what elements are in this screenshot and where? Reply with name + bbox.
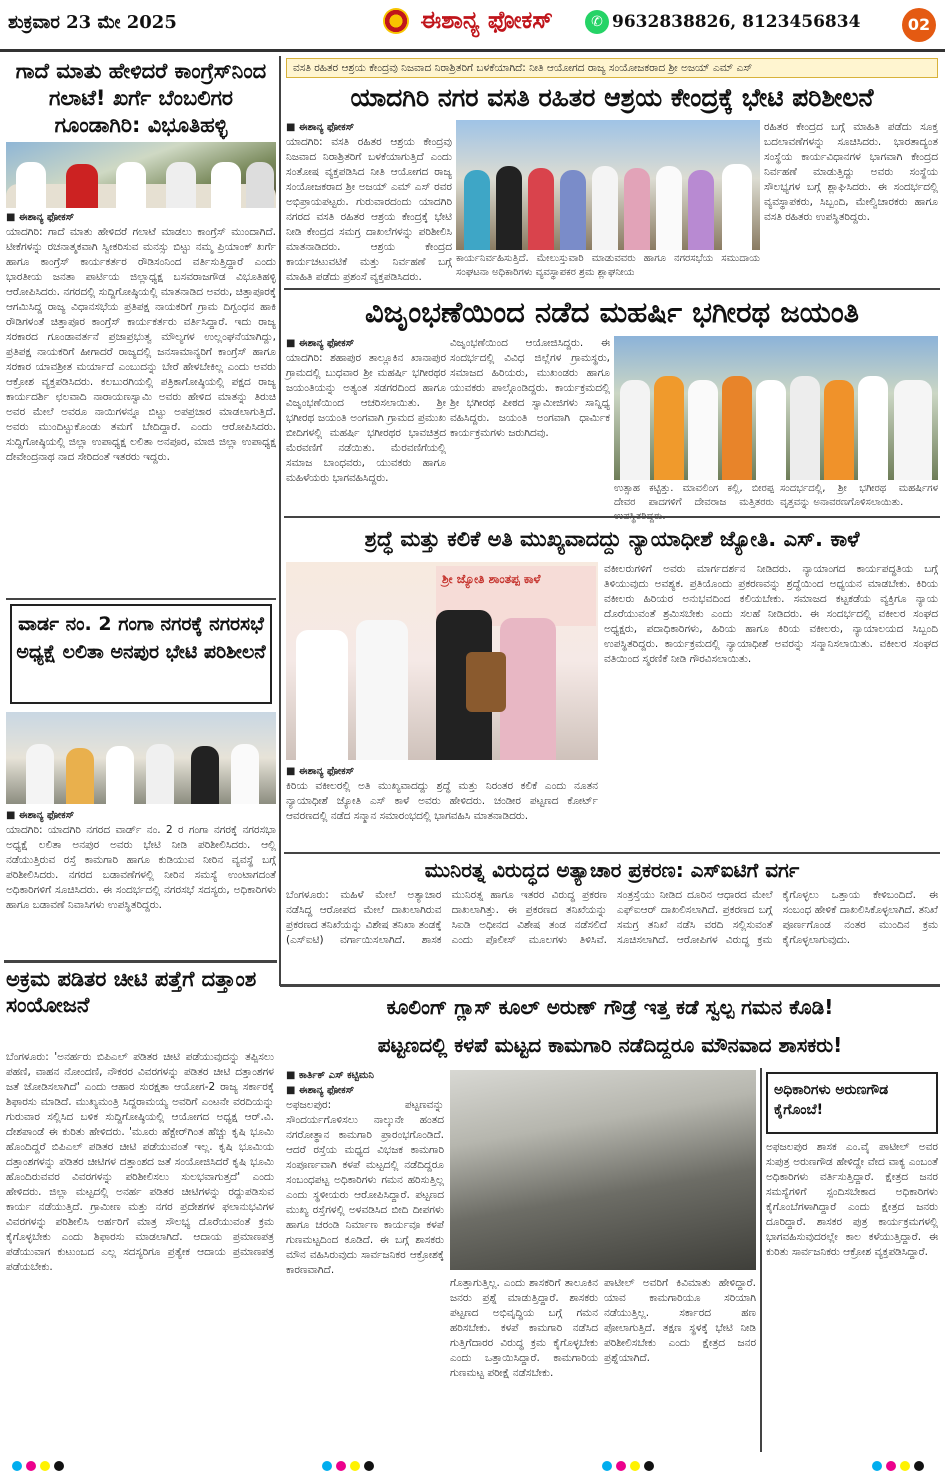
article-body: ಬೆಂಗಳೂರು: 'ಅನರ್ಹರು ಬಿಪಿಎಲ್ ಪಡಿತರ ಚೀಟಿ ಪಡೆಯುವುದನ್ನು ತಪ್ಪಿಸಲು ಪಹಣಿ, ವಾಹನ ನೋಂದಣಿ, ನೌಕರರ ವಿವರಗಳನ್ನು ಪಡಿತರ ಚೀಟಿ ದತ್ತಾಂಶಗಳ ಜತೆ ಜೋಡಿಸಲಾಗಿದೆ' ಎಂದು ಆಹಾರ ಸುರಕ್ಷತಾ ಆಯೋಗ-2 ರಾಜ್ಯ ಸರ್ಕಾರಕ್ಕೆ ಶಿಫಾರಸು ಮಾಡಿದೆ. ಮುಖ್ಯಮಂತ್ರಿ ಸಿದ್ದರಾಮಯ್ಯ ಅವರಿಗೆ ಎಂಟನೇ ವರದಿಯನ್ನು ಗುರುವಾರ ಸಲ್ಲಿಸಿದ ಬಳಿಕ ಸುದ್ದಿಗೋಷ್ಠಿಯಲ್ಲಿ ಆಯೋಗದ ಅಧ್ಯಕ್ಷ ಆರ್.ವಿ. ದೇಶಪಾಂಡೆ ಈ ಕುರಿತು ಹೇಳಿದರು. 'ಮೂರು ಹೆಕ್ಟೇರ್‌ಗಿಂತ ಹೆಚ್ಚು ಕೃಷಿ ಭೂಮಿ ಹೊಂದಿದ್ದರೆ ಬಿಪಿಎಲ್ ಪಡಿತರ ಚೀಟಿ ಪಡೆಯುವಂತೆ ಇಲ್ಲ. ಕೃಷಿ ಭೂಮಿಯ ದತ್ತಾಂಶಗಳನ್ನು ಪಡಿತರ ಚೀಟಿಗಳ ದತ್ತಾಂಶದ ಜತೆ ಸಂಯೋಜಿಸಿದರೆ ಕೃಷಿ ಭೂಮಿ ಹೊಂದಿರುವವರ ವಿವರಗಳನ್ನು ಪರಿಶೀಲಿಸಲು ಸುಲಭವಾಗುತ್ತದೆ' ಎಂದು ಹೇಳಿದರು. ಜಿಲ್ಲಾ ಮಟ್ಟದಲ್ಲಿ ಅನರ್ಹ ಪಡಿತರ ಚೀಟಿಗಳನ್ನು ರದ್ದುಪಡಿಸುವ ಕಾರ್ಯ ನಡೆಯುತ್ತಿದೆ. ಗ್ರಾಮೀಣ ಮತ್ತು ನಗರ ಪ್ರದೇಶಗಳ ಫಲಾನುಭವಿಗಳ ವಿವರಗಳನ್ನು ಪರಿಶೀಲಿಸಿ ಅರ್ಹರಿಗೆ ಮಾತ್ರ ಸೌಲಭ್ಯ ದೊರೆಯುವಂತೆ ಕ್ರಮ ಕೈಗೊಳ್ಳಬೇಕು ಎಂದು ಶಿಫಾರಸು ಮಾಡಲಾಗಿದೆ. ಆದಾಯ ಪ್ರಮಾಣಪತ್ರ ಪಡೆಯುವಾಗ ಕುಟುಂಬದ ಎಲ್ಲ ಸದಸ್ಯರಿಗೂ ಪ್ರತ್ಯೇಕ ಆದಾಯ ಪ್ರಮಾಣಪತ್ರ ಪಡೆಯಬೇಕು.: [6, 1051, 274, 1273]
registration-dots: [10, 1457, 66, 1479]
article-headline: ಮುನಿರತ್ನ ವಿರುದ್ಧದ ಅತ್ಯಾಚಾರ ಪ್ರಕರಣ: ಎಸ್‌ಐಟಿಗೆ ವರ್ಗ: [424, 858, 800, 882]
article-body: [286, 336, 446, 512]
article-text: ಅಫಜಲಪುರ: ಪಟ್ಟಣವನ್ನು ಸೌಂದರ್ಯಗೊಳಿಸಲು ನಾಲ್ಕುನೇ ಹಂತದ ನಗರೋತ್ಥಾನ ಕಾಮಗಾರಿ ಪ್ರಾರಂಭಗೊಂಡಿದೆ. ಆದರೆ ರಸ್ತೆಯ ಮಧ್ಯದ ವಿಭಜಕ ಕಾಮಗಾರಿ ಸಂಪೂರ್ಣವಾಗಿ ಕಳಪೆ ಮಟ್ಟದಲ್ಲಿ ನಡೆದಿದ್ದರೂ ಸಂಬಂಧಪಟ್ಟ ಅಧಿಕಾರಿಗಳು ಗಮನ ಹರಿಸುತ್ತಿಲ್ಲ ಎಂದು ಸ್ಥಳೀಯರು ಆರೋಪಿಸಿದ್ದಾರೆ. ಪಟ್ಟಣದ ಮುಖ್ಯ ರಸ್ತೆಗಳಲ್ಲಿ ಅಳವಡಿಸಿದ ಬೀದಿ ದೀಪಗಳು ಹಾಗೂ ಚರಂಡಿ ನಿರ್ಮಾಣ ಕಾರ್ಯವೂ ಕಳಪೆ ಗುಣಮಟ್ಟದಿಂದ ಕೂಡಿದೆ. ಈ ಬಗ್ಗೆ ಶಾಸಕರು ಮೌನ ವಹಿಸಿರುವುದು ಸಾರ್ವಜನಿಕರ ಆಕ್ರೋಶಕ್ಕೆ ಕಾರಣವಾಗಿದೆ.: [286, 1099, 444, 1276]
masthead: [380, 6, 553, 34]
byline: ■ ಈಶಾನ್ಯ ಫೋಕಸ್: [6, 810, 75, 821]
article-body: ಪಾಟೀಲ್ ಅವರಿಗೆ ಕಿವಿಮಾತು ಹೇಳಿದ್ದಾರೆ. ಯಾವ ಕಾಮಗಾರಿಯೂ ಸರಿಯಾಗಿ ನಡೆಯುತ್ತಿಲ್ಲ. ಸರ್ಕಾರದ ಹಣ ಪೋಲಾಗುತ್ತಿದೆ. ತಕ್ಷಣ ಸ್ಥಳಕ್ಕೆ ಭೇಟಿ ನೀಡಿ ಪರಿಶೀಲಿಸಬೇಕು ಎಂದು ಕ್ಷೇತ್ರದ ಜನರ ಪ್ರಶ್ನೆಯಾಗಿದೆ.: [604, 1277, 756, 1364]
article-text: ಕಿರಿಯ ವಕೀಲರಲ್ಲಿ ಅತಿ ಮುಖ್ಯವಾದದ್ದು ಶ್ರದ್ಧೆ ಮತ್ತು ನಿರಂತರ ಕಲಿಕೆ ಎಂದು ನೂತನ ನ್ಯಾಯಾಧೀಶೆ ಜ್ಯೋತಿ ಎಸ್ ಕಾಳೆ ಅವರು ಹೇಳಿದರು. ಚಂಡೀರ ಪಟ್ಟಣದ ಕೋರ್ಟ್ ಆವರಣದಲ್ಲಿ ನಡೆದ ಸನ್ಮಾನ ಸಮಾರಂಭದಲ್ಲಿ ಭಾಗವಹಿಸಿ ಮಾತನಾಡಿದರು.: [286, 780, 598, 822]
article-headline: ವಿಜೃಂಭಣೆಯಿಂದ ನಡೆದ ಮಹರ್ಷಿ ಭಗೀರಥ ಜಯಂತಿ: [364, 295, 860, 329]
section-divider: [6, 598, 276, 600]
section-divider: [4, 960, 277, 963]
section-divider: [284, 852, 940, 854]
article-text: ಯಾದಗಿರಿ: ಗಾದೆ ಮಾತು ಹೇಳಿದರೆ ಗಲಾಟೆ ಮಾಡಲು ಕಾಂಗ್ರೆಸ್ ಮುಂದಾಗಿದೆ. ಟೀಕೆಗಳನ್ನು ರಚನಾತ್ಮಕವಾಗಿ ಸ್ವೀಕರಿಸುವ ಮನಸ್ಸು ಬಿಟ್ಟು ನಮ್ಮ ಪ್ರಿಯಾಂಕ್ ಖರ್ಗೆ ಹಾಗೂ ಕಾಂಗ್ರೆಸ್ ಕಾರ್ಯಕರ್ತರ ರೌಡಿಸಂನಿಂದ ವರ್ತಿಸುತ್ತಿದ್ದಾರೆ ಎಂದು ಭಾರತೀಯ ಜನತಾ ಪಾರ್ಟಿಯ ಜಿಲ್ಲಾಧ್ಯಕ್ಷ ಬಸವರಾಜಗೌಡ ವಿಭೂತಿಹಳ್ಳಿ ಆರೋಪಿಸಿದರು. ನಗರದಲ್ಲಿ ಸುದ್ದಿಗೋಷ್ಠಿಯಲ್ಲಿ ಮಾತನಾಡಿದ ಅವರು, ಚಿತ್ತಾಪೂರಕ್ಕೆ ಆಗಮಿಸಿದ್ದ ರಾಜ್ಯ ವಿಧಾನಸಭೆಯ ಪ್ರತಿಪಕ್ಷ ನಾಯಕರಿಗೆ ಗ್ರಾಮ ದಿಗ್ಬಂಧನ ಹಾಕಿ ರೌಡಿಗಳಂತೆ ಚಿತ್ತಾಪೂರ ಕಾಂಗ್ರೆಸ್ ಕಾರ್ಯಕರ್ತರು ವರ್ತಿಸಿದ್ದಾರೆ. ಇದು ರಾಜ್ಯ ಸರಕಾರದ ಗೂಂಡಾವರ್ತನೆ ಪ್ರಜಾಪ್ರಭುತ್ವ ಮೌಲ್ಯಗಳ ಉಲ್ಲಂಘನೆಯಾಗಿದ್ದು, ಪ್ರತಿಪಕ್ಷ ನಾಯಕರಿಗೆ ಹೀಗಾದರೆ ರಾಜ್ಯದಲ್ಲಿ ಜನಸಾಮಾನ್ಯರಿಗೆ ಕಾಂಗ್ರೆಸ್ ಹಾಗೂ ಸರಕಾರ ಯಾವಶ್ರೀತ ಮರ್ಯಾದೆ ಎಂಬುದನ್ನು ಬೇರೆ ಹೇಳಬೇಕಿಲ್ಲ ಎಂದು ಅವರು ಆಕ್ರೋಶ ವ್ಯಕ್ತಪಡಿಸಿದರು. ಕಲಬುರಗಿಯಲ್ಲಿ ಪತ್ರಿಕಾಗೋಷ್ಠಿಯಲ್ಲಿ ಪಕ್ಷದ ರಾಜ್ಯ ಕಾರ್ಯದರ್ಶಿ ಛಲವಾದಿ ನಾರಾಯಣಸ್ವಾಮಿ ಅವರು ಹೇಳಿದ ಮಾತನ್ನು ತಿರುಚಿ ಅವರ ಮೇಲೆ ಅವರೂ ನಾಯಿಗಳನ್ನೂ ಬಿಟ್ಟು ಅಪಪ್ರಚಾರ ಮಾಡಲಾಗುತ್ತಿದೆ. ಅವರು ಮುಂದಿಟ್ಟುಕೊಂಡು ತಮಗೆ ಬೇದಿದ್ದಾರೆ. ಎಂದು ಆರೋಪಿಸಿದರು. ಸುದ್ದಿಗೋಷ್ಠಿಯಲ್ಲಿ ಜಿಲ್ಲಾ ಉಪಾಧ್ಯಕ್ಷ ಲಲಿತಾ ಅನಪೂರ, ಮಾಜಿ ಜಿಲ್ಲಾ ಉಪಾಧ್ಯಕ್ಷ ದೇವೇಂದ್ರನಾಥ ನಾದ ಸೇರಿದಂತೆ ಇತರರು ಇದ್ದರು.: [6, 226, 276, 463]
article-kicker: ವಸತಿ ರಹಿತರ ಆಶ್ರಯ ಕೇಂದ್ರವು ನಿಜವಾದ ನಿರಾಶ್ರಿತರಿಗೆ ಬಳಕೆಯಾಗಿದೆ: ನೀತಿ ಆಯೋಗದ ರಾಜ್ಯ ಸಂಯೋಜಕರಾದ ಶ್ರೀ ಅಜಯ್ ಎಮ್ ಎಸ್: [286, 58, 938, 78]
registration-dots: [320, 1457, 376, 1479]
article-headline: ಶ್ರದ್ಧೆ ಮತ್ತು ಕಲಿಕೆ ಅತಿ ಮುಖ್ಯವಾದದ್ದು ನ್ಯಾಯಾಧೀಶೆ ಜ್ಯೋತಿ. ಎಸ್. ಕಾಳೆ: [364, 527, 860, 551]
byline: ■ ಈಶಾನ್ಯ ಫೋಕಸ್: [286, 122, 355, 133]
article-photo: [286, 562, 598, 760]
byline: ■ ಈಶಾನ್ಯ ಫೋಕಸ್: [286, 1085, 355, 1096]
article-body: [286, 764, 598, 848]
article-text: ಯಾದಗಿರಿ: ಯಾದಗಿರಿ ನಗರದ ವಾರ್ಡ್ ನಂ. 2 ರ ಗಂಗಾ ನಗರಕ್ಕೆ ನಗರಸಭಾ ಅಧ್ಯಕ್ಷೆ ಲಲಿತಾ ಅನಪುರ ಅವರು ಭೇಟಿ ನೀಡಿ ಪರಿಶೀಲಿಸಿದರು. ಆಲ್ಲಿ ನಡೆಯುತ್ತಿರುವ ರಸ್ತೆ ಕಾಮಗಾರಿ ಹಾಗೂ ಕುಡಿಯುವ ನೀರಿನ ವ್ಯವಸ್ಥೆ ಬಗ್ಗೆ ಪರಿಶೀಲಿಸಿದರು. ನಗರದ ಬಡಾವಣೆಗಳಲ್ಲಿ ನೀರಿನ ಸಮಸ್ಯೆ ಉಂಟಾಗದಂತೆ ಅಧಿಕಾರಿಗಳಿಗೆ ಸೂಚಿಸಿದರು. ಈ ಸಂದರ್ಭದಲ್ಲಿ ನಗರಸಭೆ ಸದಸ್ಯರು, ಅಧಿಕಾರಿಗಳು ಹಾಗೂ ಬಡಾವಣೆ ನಿವಾಸಿಗಳು ಉಪಸ್ಥಿತರಿದ್ದರು.: [6, 824, 276, 911]
event-banner: ಶ್ರೀ ಜ್ಯೋತಿ ಶಾಂತಪ್ಪ ಕಾಳೆ: [436, 566, 596, 626]
section-divider: [280, 984, 940, 987]
byline: ■ ಈಶಾನ್ಯ ಫೋಕಸ್: [286, 338, 355, 349]
article-headline: ಕೂಲಿಂಗ್ ಗ್ಲಾಸ್ ಕೂಲ್ ಅರುಣ್ ಗೌಡ್ರೆ ಇತ್ತ ಕಡೆ ಸ್ವಲ್ಪ ಗಮನ ಕೊಡಿ!: [386, 995, 834, 1019]
article-body: ಬೆಂಗಳೂರು: ಮಹಿಳೆ ಮೇಲೆ ಅತ್ಯಾಚಾರ ನಡೆಸಿದ್ದ ಆರೋಪದ ಮೇಲೆ ದಾಖಲಾಗಿರುವ ಪ್ರಕರಣದ ತನಿಖೆಯನ್ನು ವಿಶೇಷ ತನಿಖಾ ತಂಡಕ್ಕೆ (ಎಸ್‌ಐಟಿ) ವರ್ಗಾಯಿಸಲಾಗಿದೆ. ಶಾಸಕ ಮುನಿರತ್ನ ಹಾಗೂ ಇತರರ ವಿರುದ್ಧ ಪ್ರಕರಣ ದಾಖಲಾಗಿತ್ತು. ಈ ಪ್ರಕರಣದ ತನಿಖೆಯನ್ನು ಸಿಐಡಿ ಅಧೀನದ ವಿಶೇಷ ತಂಡ ನಡೆಸಲಿದೆ ಎಂದು ಪೊಲೀಸ್ ಮೂಲಗಳು ತಿಳಿಸಿವೆ. ಸಂತ್ರಸ್ತೆಯು ನೀಡಿದ ದೂರಿನ ಆಧಾರದ ಮೇಲೆ ಎಫ್‌ಐಆರ್ ದಾಖಲಿಸಲಾಗಿದೆ. ಪ್ರಕರಣದ ಬಗ್ಗೆ ಸಮಗ್ರ ತನಿಖೆ ನಡೆಸಿ ವರದಿ ಸಲ್ಲಿಸುವಂತೆ ಸೂಚಿಸಲಾಗಿದೆ. ಆರೋಪಿಗಳ ವಿರುದ್ಧ ಕ್ರಮ ಕೈಗೊಳ್ಳಲು ಒತ್ತಾಯ ಕೇಳಿಬಂದಿದೆ. ಈ ಸಂಬಂಧ ಹೇಳಿಕೆ ದಾಖಲಿಸಿಕೊಳ್ಳಲಾಗಿದೆ. ತನಿಖೆ ಪೂರ್ಣಗೊಂಡ ನಂತರ ಮುಂದಿನ ಕ್ರಮ ಕೈಗೊಳ್ಳಲಾಗುವುದು.: [286, 889, 938, 946]
whatsapp-icon: ✆: [585, 10, 609, 34]
column-divider: [760, 1068, 762, 1452]
photo-caption: ಸಂದರ್ಭದಲ್ಲಿ, ಶ್ರೀ ಭಗೀರಥ ಮಹರ್ಷಿಗಳ ವೃತ್ತವನ್ನು ಅನಾವರಣಗೊಳಿಸಲಾಯಿತು.: [780, 483, 938, 508]
article-photo: [450, 1070, 756, 1270]
masthead-logo-icon: [383, 8, 409, 34]
print-registration-strip: [0, 1457, 945, 1475]
article-body: [286, 1068, 444, 1452]
article-photo: [614, 336, 938, 480]
article-headline: ಗಾದೆ ಮಾತು ಹೇಳಿದರೆ ಕಾಂಗ್ರೆಸ್‌ನಿಂದ ಗಲಾಟೆ! ಖರ್ಗೆ ಬೆಂಬಲಿಗರ ಗೂಂಡಾಗಿರಿ: ವಿಭೂತಿಹಳ್ಳಿ: [15, 59, 267, 137]
article-body: ವಿಜೃಂಭಣೆಯಿಂದ ಆಯೋಜಿಸಿದ್ದರು. ಈ ಸಂದರ್ಭದಲ್ಲಿ ವಿವಿಧ ಜಿಲ್ಲೆಗಳ ಗ್ರಾಮಸ್ಥರು, ಸಮಾಜದ ಹಿರಿಯರು, ಮುಖಂಡರು ಹಾಗೂ ಯುವಕರು ಪಾಲ್ಗೊಂಡಿದ್ದರು. ಕಾರ್ಯಕ್ರಮದಲ್ಲಿ ಶ್ರೀ ಭಗೀರಥ ಪೀಠದ ಸ್ವಾಮೀಜಿಗಳು ಸಾನ್ನಿಧ್ಯ ವಹಿಸಿದ್ದರು. ಜಯಂತಿ ಅಂಗವಾಗಿ ಧಾರ್ಮಿಕ ಕಾರ್ಯಕ್ರಮಗಳು ಜರುಗಿದವು.: [450, 337, 610, 439]
issue-date: ಶುಕ್ರವಾರ 23 ಮೇ 2025: [8, 12, 177, 33]
article-body: [6, 210, 276, 595]
page-number: 02: [902, 8, 936, 42]
article-headline: ವಾರ್ಡ ನಂ. 2 ಗಂಗಾ ನಗರಕ್ಕೆ ನಗರಸಭೆ ಅಧ್ಯಕ್ಷೆ ಲಲಿತಾ ಅನಪುರ ಭೇಟಿ ಪರಿಶೀಲನೆ: [10, 604, 272, 704]
article-body: ವಕೀಲರುಗಳಿಗೆ ಅವರು ಮಾರ್ಗದರ್ಶನ ನೀಡಿದರು. ನ್ಯಾಯಾಂಗದ ಕಾರ್ಯಪದ್ಧತಿಯ ಬಗ್ಗೆ ತಿಳಿಯುವುದು ಅವಶ್ಯಕ. ಪ್ರತಿಯೊಂದು ಪ್ರಕರಣವನ್ನು ಶ್ರದ್ಧೆಯಿಂದ ಅಧ್ಯಯನ ಮಾಡಬೇಕು. ಕಿರಿಯ ವಕೀಲರು ಹಿರಿಯರ ಅನುಭವದಿಂದ ಕಲಿಯಬೇಕು. ಸಮಾಜದ ಕಟ್ಟಕಡೆಯ ವ್ಯಕ್ತಿಗೂ ನ್ಯಾಯ ದೊರೆಯುವಂತೆ ಶ್ರಮಿಸಬೇಕು ಎಂದು ಸಲಹೆ ನೀಡಿದರು. ಈ ಸಂದರ್ಭದಲ್ಲಿ ವಕೀಲರ ಸಂಘದ ಅಧ್ಯಕ್ಷರು, ಪದಾಧಿಕಾರಿಗಳು, ಹಿರಿಯ ಹಾಗೂ ಕಿರಿಯ ವಕೀಲರು, ನ್ಯಾಯಾಲಯದ ಸಿಬ್ಬಂದಿ ಉಪಸ್ಥಿತರಿದ್ದರು. ಕಾರ್ಯಕ್ರಮದಲ್ಲಿ ನ್ಯಾಯಾಧೀಶೆ ಅವರನ್ನು ಸನ್ಮಾನಿಸಲಾಯಿತು. ವಕೀಲರ ಸಂಘದ ವತಿಯಿಂದ ಸ್ಮರಣಿಕೆ ನೀಡಿ ಗೌರವಿಸಲಾಯಿತು.: [604, 563, 938, 665]
article-body: ಗೊತ್ತಾಗುತ್ತಿಲ್ಲ. ಎಂದು ಶಾಸಕರಿಗೆ ತಾಲೂಕಿನ ಜನರು ಪ್ರಶ್ನೆ ಮಾಡುತ್ತಿದ್ದಾರೆ. ಶಾಸಕರು ಪಟ್ಟಣದ ಅಭಿವೃದ್ಧಿಯ ಬಗ್ಗೆ ಗಮನ ಹರಿಸಬೇಕು. ಕಳಪೆ ಕಾಮಗಾರಿ ನಡೆಸಿದ ಗುತ್ತಿಗೆದಾರರ ವಿರುದ್ಧ ಕ್ರಮ ಕೈಗೊಳ್ಳಬೇಕು ಎಂದು ಒತ್ತಾಯಿಸಿದ್ದಾರೆ. ಕಾಮಗಾರಿಯ ಗುಣಮಟ್ಟ ಪರೀಕ್ಷೆ ನಡೆಸಬೇಕು.: [450, 1277, 598, 1379]
sidebar-body: ಅಫಜಲಪುರ ಶಾಸಕ ಎಂ.ವೈ ಪಾಟೀಲ್ ಅವರ ಸುಪುತ್ರ ಅರುಣಗೌಡ ಹೇಳಿದ್ದೇ ವೇದ ವಾಕ್ಯ ಎಂಬಂತೆ ಅಧಿಕಾರಿಗಳು ವರ್ತಿಸುತ್ತಿದ್ದಾರೆ. ಕ್ಷೇತ್ರದ ಜನರ ಸಮಸ್ಯೆಗಳಿಗೆ ಸ್ಪಂದಿಸಬೇಕಾದ ಅಧಿಕಾರಿಗಳು ಕೈಗೊಂಬೆಗಳಾಗಿದ್ದಾರೆ ಎಂದು ಕ್ಷೇತ್ರದ ಜನರು ದೂರಿದ್ದಾರೆ. ಶಾಸಕರ ಪುತ್ರ ಕಾರ್ಯಕ್ರಮಗಳಲ್ಲಿ ಭಾಗವಹಿಸುವುದರಲ್ಲೇ ಕಾಲ ಕಳೆಯುತ್ತಿದ್ದಾರೆ. ಈ ಕುರಿತು ಸಾರ್ವಜನಿಕರು ಆಕ್ರೋಶ ವ್ಯಕ್ತಪಡಿಸಿದ್ದಾರೆ.: [766, 1141, 938, 1258]
section-divider: [284, 288, 940, 290]
trophy-icon: [466, 652, 506, 712]
article-photo: [456, 120, 760, 250]
sidebar-headline: ಅಧಿಕಾರಿಗಳು ಅರುಣಗೌಡ ಕೈಗೊಂಬೆ!: [766, 1072, 938, 1134]
article-text: ಯಾದಗಿರಿ: ಶಹಾಪುರ ತಾಲ್ಲೂಕಿನ ಖಾನಾಪುರ ಗ್ರಾಮದಲ್ಲಿ ಬುಧವಾರ ಶ್ರೀ ಮಹರ್ಷಿ ಭಗೀರಥರ ಜಯಂತಿಯನ್ನು ಅತ್ಯಂತ ಸಡಗರದಿಂದ ಹಾಗೂ ವಿಜೃಂಭಣೆಯಿಂದ ಆಚರಿಸಲಾಯಿತು. ಶ್ರೀ ಭಗೀರಥ ಜಯಂತಿ ಅಂಗವಾಗಿ ಗ್ರಾಮದ ಪ್ರಮುಖ ಬೀದಿಗಳಲ್ಲಿ ಮಹರ್ಷಿ ಭಗೀರಥರ ಭಾವಚಿತ್ರದ ಮೆರವಣಿಗೆ ನಡೆಯಿತು. ಮೆರವಣಿಗೆಯಲ್ಲಿ ಸಮಾಜ ಬಾಂಧವರು, ಯುವಕರು ಹಾಗೂ ಮಹಿಳೆಯರು ಭಾಗವಹಿಸಿದ್ದರು.: [286, 352, 446, 484]
registration-dots: [870, 1457, 926, 1479]
column-divider: [279, 56, 281, 986]
article-body: [6, 808, 276, 958]
article-headline: ಯಾದಗಿರಿ ನಗರ ವಸತಿ ರಹಿತರ ಆಶ್ರಯ ಕೇಂದ್ರಕ್ಕೆ ಭೇಟಿ ಪರಿಶೀಲನೆ: [350, 83, 874, 112]
article-body: ರಹಿತರ ಕೇಂದ್ರದ ಬಗ್ಗೆ ಮಾಹಿತಿ ಪಡೆದು ಸೂಕ್ತ ಬದಲಾವಣೆಗಳನ್ನು ಸೂಚಿಸಿದರು. ಭಾರತಾದ್ಯಂತ ಸಂಸ್ಥೆಯ ಕಾರ್ಯವಿಧಾನಗಳ ಭಾಗವಾಗಿ ಕೇಂದ್ರದ ನಿರ್ವಹಣೆ ಮಾಡುತ್ತಿದ್ದು ಅವರು ಸಂಸ್ಥೆಯ ಸೌಲಭ್ಯಗಳ ಬಗ್ಗೆ ಶ್ಲಾಘಿಸಿದರು. ಈ ಸಂದರ್ಭದಲ್ಲಿ ವ್ಯವಸ್ಥಾಪಕರು, ಸಿಬ್ಬಂದಿ, ಮೇಲ್ವಿಚಾರಕರು ಹಾಗೂ ವಸತಿ ರಹಿತರು ಉಪಸ್ಥಿತರಿದ್ದರು.: [764, 121, 938, 223]
article-photo: [6, 712, 276, 804]
byline: ■ ಈಶಾನ್ಯ ಫೋಕಸ್: [6, 212, 75, 223]
contact-phones: 9632838826, 8123456834: [612, 12, 861, 32]
article-body: [286, 120, 452, 286]
article-subheadline: ಪಟ್ಟಣದಲ್ಲಿ ಕಳಪೆ ಮಟ್ಟದ ಕಾಮಗಾರಿ ನಡೆದಿದ್ದರೂ ಮೌನವಾದ ಶಾಸಕರು!: [377, 1033, 843, 1057]
section-divider: [284, 516, 940, 518]
article-photo: [6, 142, 276, 208]
byline: ■ ಈಶಾನ್ಯ ಫೋಕಸ್: [286, 766, 355, 777]
page-header: [0, 0, 945, 52]
photo-caption: ಉತ್ಸಾಹ ಕಟ್ಟಿತ್ತು. ಮಾವಲಿಂಗ ಕಲ್ಲಿ, ಬೀರಪ್ಪ ದೇವರ ಪಾದಗಳಿಗೆ ದೇವರಾಜ ಮತ್ತಿತರರು: [614, 483, 774, 508]
photo-caption: ಕಾರ್ಯನಿರ್ವಹಿಸುತ್ತಿದೆ. ಮೇಲುಸ್ತುವಾರಿ ಮಾಡುವವರು ಹಾಗೂ ನಗರಸಭೆಯ ಸಮುದಾಯ ಸಂಘಟನಾ ಅಧಿಕಾರಿಗಳು ವ್ಯವಸ್ಥಾಪಕರ ಶ್ರಮ ಶ್ಲಾಘನೀಯ: [456, 253, 760, 278]
registration-dots: [600, 1457, 656, 1479]
article-text: ಯಾದಗಿರಿ: ವಸತಿ ರಹಿತರ ಆಶ್ರಯ ಕೇಂದ್ರವು ನಿಜವಾದ ನಿರಾಶ್ರಿತರಿಗೆ ಬಳಕೆಯಾಗುತ್ತಿದೆ ಎಂದು ಸಂತೋಷ ವ್ಯಕ್ತಪಡಿಸಿದ ನೀತಿ ಆಯೋಗದ ರಾಜ್ಯ ಸಂಯೋಜಕರಾದ ಶ್ರೀ ಅಜಯ್ ಎಮ್ ಎಸ್ ರವರ ಅಭಿಪ್ರಾಯಪಟ್ಟರು. ಗುರುವಾರದಂದು ಯಾದಗಿರಿ ನಗರದ ವಸತಿ ರಹಿತರ ಆಶ್ರಯ ಕೇಂದ್ರಕ್ಕೆ ಭೇಟಿ ನೀಡಿ ಕೇಂದ್ರದ ಸಮಗ್ರ ದಾಖಲೆಗಳನ್ನು ಪರಿಶೀಲಿಸಿ ಮಾತನಾಡಿದರು. ಆಶ್ರಯ ಕೇಂದ್ರದ ಕಾರ್ಯಚಟುವಟಿಕೆ ಮತ್ತು ನಿರ್ವಹಣೆ ಬಗ್ಗೆ ಮಾಹಿತಿ ಪಡೆದು ಪ್ರಶಂಸೆ ವ್ಯಕ್ತಪಡಿಸಿದರು.: [286, 136, 452, 283]
article-headline: ಅಕ್ರಮ ಪಡಿತರ ಚೀಟಿ ಪತ್ತೆಗೆ ದತ್ತಾಂಶ ಸಂಯೋಜನೆ: [6, 967, 257, 1017]
masthead-title: ಈಶಾನ್ಯ ಫೋಕಸ್: [420, 6, 553, 34]
byline: ■ ಕಾರ್ತಿಕ್ ಎಸ್ ಕಟ್ಟಿಮನಿ: [286, 1070, 374, 1081]
